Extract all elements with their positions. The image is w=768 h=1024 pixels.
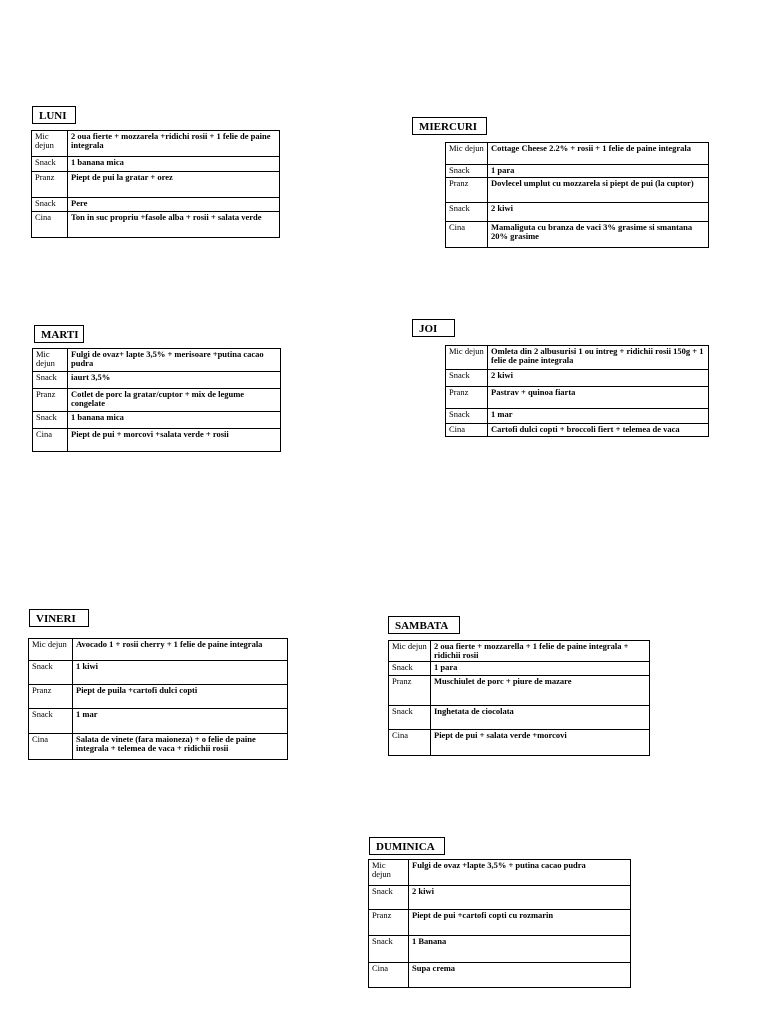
meal-label: Cina [389, 730, 431, 756]
meal-table-luni [31, 130, 280, 238]
meal-content: Fulgi de ovaz +lapte 3,5% + putina cacao pudra [409, 860, 631, 886]
meal-content: 2 oua fierte + mozzarela +ridichi rosii + 1 felie de paine integrala [68, 131, 280, 157]
meal-content: Muschiulet de porc + piure de mazare [431, 676, 650, 706]
meal-content: Cartofi dulci copti + broccoli fiert + telemea de vaca [488, 424, 709, 437]
meal-content: Piept de pui + morcovi +salata verde + rosii [68, 429, 281, 452]
meal-table-sambata [388, 640, 650, 756]
meal-content: Omleta din 2 albusurisi 1 ou intreg + ridichii rosii 150g + 1 felie de paine integrala [488, 346, 709, 370]
table-row [446, 409, 709, 424]
meal-content: 1 kiwi [73, 661, 288, 685]
meal-content: 1 Banana [409, 936, 631, 963]
table-row [389, 662, 650, 676]
meal-content: Mamaliguta cu branza de vaci 3% grasime si smantana 20% grasime [488, 222, 709, 248]
meal-table-vineri [28, 638, 288, 760]
meal-content: Inghetata de ciocolata [431, 706, 650, 730]
day-title-sambata: SAMBATA [388, 616, 460, 634]
day-title-joi: JOI [412, 319, 455, 337]
meal-content: Salata de vinete (fara maioneza) + o felie de paine integrala + telemea de vaca + ridichii rosii [73, 734, 288, 760]
day-title-vineri: VINERI [29, 609, 89, 627]
table-row [389, 641, 650, 662]
meal-label: Snack [32, 198, 68, 212]
table-row [33, 389, 281, 412]
meal-label: Mic dejun [446, 143, 488, 165]
meal-label: Snack [389, 662, 431, 676]
table-row [389, 706, 650, 730]
meal-label: Mic dejun [33, 349, 68, 372]
meal-label: Mic dejun [446, 346, 488, 370]
table-row [33, 349, 281, 372]
meal-table-joi [445, 345, 709, 437]
meal-label: Snack [29, 661, 73, 685]
meal-label: Snack [33, 372, 68, 389]
meal-content: Supa crema [409, 963, 631, 988]
table-row [446, 222, 709, 248]
meal-label: Pranz [389, 676, 431, 706]
meal-content: Piept de puila +cartofi dulci copti [73, 685, 288, 709]
table-row [446, 178, 709, 203]
table-row [446, 165, 709, 178]
table-row [29, 709, 288, 734]
meal-label: Pranz [369, 910, 409, 936]
meal-content: 2 kiwi [488, 203, 709, 222]
table-row [33, 412, 281, 429]
meal-label: Mic dejun [29, 639, 73, 661]
meal-label: Snack [389, 706, 431, 730]
meal-table-duminica [368, 859, 631, 988]
table-row [369, 886, 631, 910]
table-row [29, 639, 288, 661]
day-title-miercuri: MIERCURI [412, 117, 487, 135]
meal-content: Piept de pui + salata verde +morcovi [431, 730, 650, 756]
meal-content: Cotlet de porc la gratar/cuptor + mix de legume congelate [68, 389, 281, 412]
meal-label: Pranz [29, 685, 73, 709]
meal-label: Snack [29, 709, 73, 734]
meal-table-marti [32, 348, 281, 452]
table-row [369, 860, 631, 886]
table-row [369, 936, 631, 963]
table-row [32, 198, 280, 212]
table-row [389, 730, 650, 756]
meal-label: Cina [33, 429, 68, 452]
table-row [32, 172, 280, 198]
meal-content: Avocado 1 + rosii cherry + 1 felie de paine integrala [73, 639, 288, 661]
meal-content: 1 mar [73, 709, 288, 734]
table-row [32, 157, 280, 172]
meal-label: Snack [446, 409, 488, 424]
meal-label: Cina [32, 212, 68, 238]
table-row [446, 203, 709, 222]
meal-content: 2 kiwi [488, 370, 709, 387]
table-row [446, 387, 709, 409]
meal-content: Piept de pui la gratar + orez [68, 172, 280, 198]
meal-label: Cina [29, 734, 73, 760]
table-row [33, 429, 281, 452]
meal-label: Snack [446, 370, 488, 387]
meal-content: Fulgi de ovaz+ lapte 3,5% + merisoare +putina cacao pudra [68, 349, 281, 372]
meal-label: Snack [33, 412, 68, 429]
meal-label: Snack [369, 936, 409, 963]
table-row [369, 910, 631, 936]
table-row [389, 676, 650, 706]
table-row [29, 734, 288, 760]
table-row [446, 143, 709, 165]
table-row [369, 963, 631, 988]
meal-content: Dovlecel umplut cu mozzarela si piept de pui (la cuptor) [488, 178, 709, 203]
table-row [446, 370, 709, 387]
meal-content: Piept de pui +cartofi copti cu rozmarin [409, 910, 631, 936]
table-row [33, 372, 281, 389]
meal-label: Snack [32, 157, 68, 172]
meal-content: 1 banana mica [68, 412, 281, 429]
meal-label: Snack [446, 165, 488, 178]
table-row [446, 424, 709, 437]
meal-content: 2 kiwi [409, 886, 631, 910]
meal-content: Cottage Cheese 2.2% + rosii + 1 felie de paine integrala [488, 143, 709, 165]
table-row [446, 346, 709, 370]
meal-label: Mic dejun [389, 641, 431, 662]
table-row [29, 685, 288, 709]
meal-content: 1 para [488, 165, 709, 178]
meal-label: Pranz [32, 172, 68, 198]
meal-content: Ton in suc propriu +fasole alba + rosii + salata verde [68, 212, 280, 238]
meal-label: Pranz [446, 387, 488, 409]
day-title-marti: MARTI [34, 325, 84, 343]
meal-label: Snack [446, 203, 488, 222]
meal-label: Snack [369, 886, 409, 910]
meal-content: iaurt 3,5% [68, 372, 281, 389]
table-row [32, 131, 280, 157]
meal-content: Pere [68, 198, 280, 212]
meal-content: Pastrav + quinoa fiarta [488, 387, 709, 409]
meal-content: 1 para [431, 662, 650, 676]
day-title-duminica: DUMINICA [369, 837, 445, 855]
meal-content: 1 mar [488, 409, 709, 424]
meal-label: Cina [446, 222, 488, 248]
meal-label: Cina [369, 963, 409, 988]
meal-content: 2 oua fierte + mozzarella + 1 felie de paine integrala + ridichii rosii [431, 641, 650, 662]
table-row [29, 661, 288, 685]
meal-label: Pranz [446, 178, 488, 203]
table-row [32, 212, 280, 238]
day-title-luni: LUNI [32, 106, 76, 124]
meal-content: 1 banana mica [68, 157, 280, 172]
meal-table-miercuri [445, 142, 709, 248]
meal-label: Cina [446, 424, 488, 437]
meal-label: Mic dejun [369, 860, 409, 886]
meal-label: Pranz [33, 389, 68, 412]
meal-label: Mic dejun [32, 131, 68, 157]
